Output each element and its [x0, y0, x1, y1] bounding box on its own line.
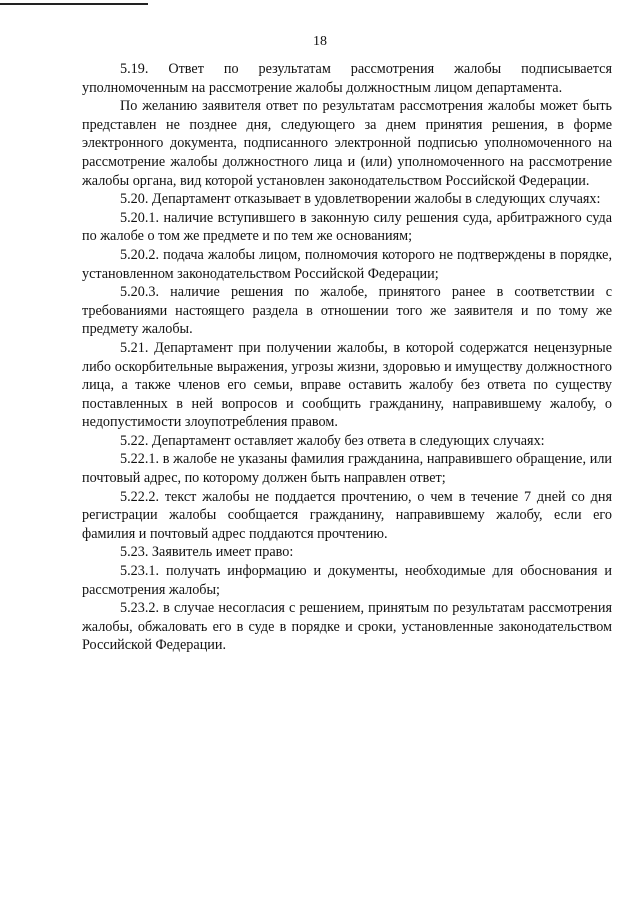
page-number: 18: [313, 34, 327, 49]
paragraph-5-22-2: 5.22.2. текст жалобы не поддается прочтению, о чем в течение 7 дней со дня регистрации жалобы сообщается гражданину, направившему жалобу, если его фамилия и почтовый адрес поддаются прочтению.: [82, 488, 612, 542]
document-body: [82, 60, 612, 655]
paragraph-5-20: 5.20. Департамент отказывает в удовлетворении жалобы в следующих случаях:: [120, 191, 601, 208]
paragraph-5-21: 5.21. Департамент при получении жалобы, в которой содержатся нецензурные либо оскорбительные выражения, угрозы жизни, здоровью и имуществу должностного лица, а также членов его семьи, вправе оставить жалобу без ответа по существу поставленных в ней вопросов и сообщить гражданину, направившему жалобу, о недопустимости злоупотребления правом.: [82, 339, 612, 431]
paragraph-5-20-1: 5.20.1. наличие вступившего в законную силу решения суда, арбитражного суда по жалобе о том же предмете и по тем же основаниям;: [82, 209, 612, 245]
paragraph-5-22-1: 5.22.1. в жалобе не указаны фамилия гражданина, направившего обращение, или почтовый адрес, по которому должен быть направлен ответ;: [82, 451, 612, 487]
paragraph-5-19: 5.19. Ответ по результатам рассмотрения жалобы подписывается уполномоченным на рассмотрение жалобы должностным лицом департамента.: [82, 61, 612, 96]
paragraph-5-20-3: 5.20.3. наличие решения по жалобе, принятого ранее в соответствии с требованиями настоящего раздела в отношении того же заявителя и по тому же предмету жалобы.: [82, 284, 612, 338]
paragraph-5-23: 5.23. Заявитель имеет право:: [120, 544, 294, 561]
paragraph-5-23-2: 5.23.2. в случае несогласия с решением, принятым по результатам рассмотрения жалобы, обжаловать его в суде в порядке и сроки, установленные законодательством Российской Федерации.: [82, 600, 612, 654]
paragraph-5-20-2: 5.20.2. подача жалобы лицом, полномочия которого не подтверждены в порядке, установленном законодательством Российской Федерации;: [82, 246, 612, 282]
paragraph-5-23-1: 5.23.1. получать информацию и документы, необходимые для обоснования и рассмотрения жалобы;: [82, 563, 612, 598]
paragraph-5-19-electronic-response: По желанию заявителя ответ по результатам рассмотрения жалобы может быть представлен не позднее дня, следующего за днем принятия решения, в форме электронного документа, подписанного электронной подписью уполномоченного на рассмотрение жалобы должностного лица и (или) уполномоченного на рассмотрение жалобы органа, вид которой установлен законодательством Российской Федерации.: [82, 98, 612, 189]
header-rule: [0, 3, 148, 5]
paragraph-5-22: 5.22. Департамент оставляет жалобу без ответа в следующих случаях:: [120, 432, 545, 449]
